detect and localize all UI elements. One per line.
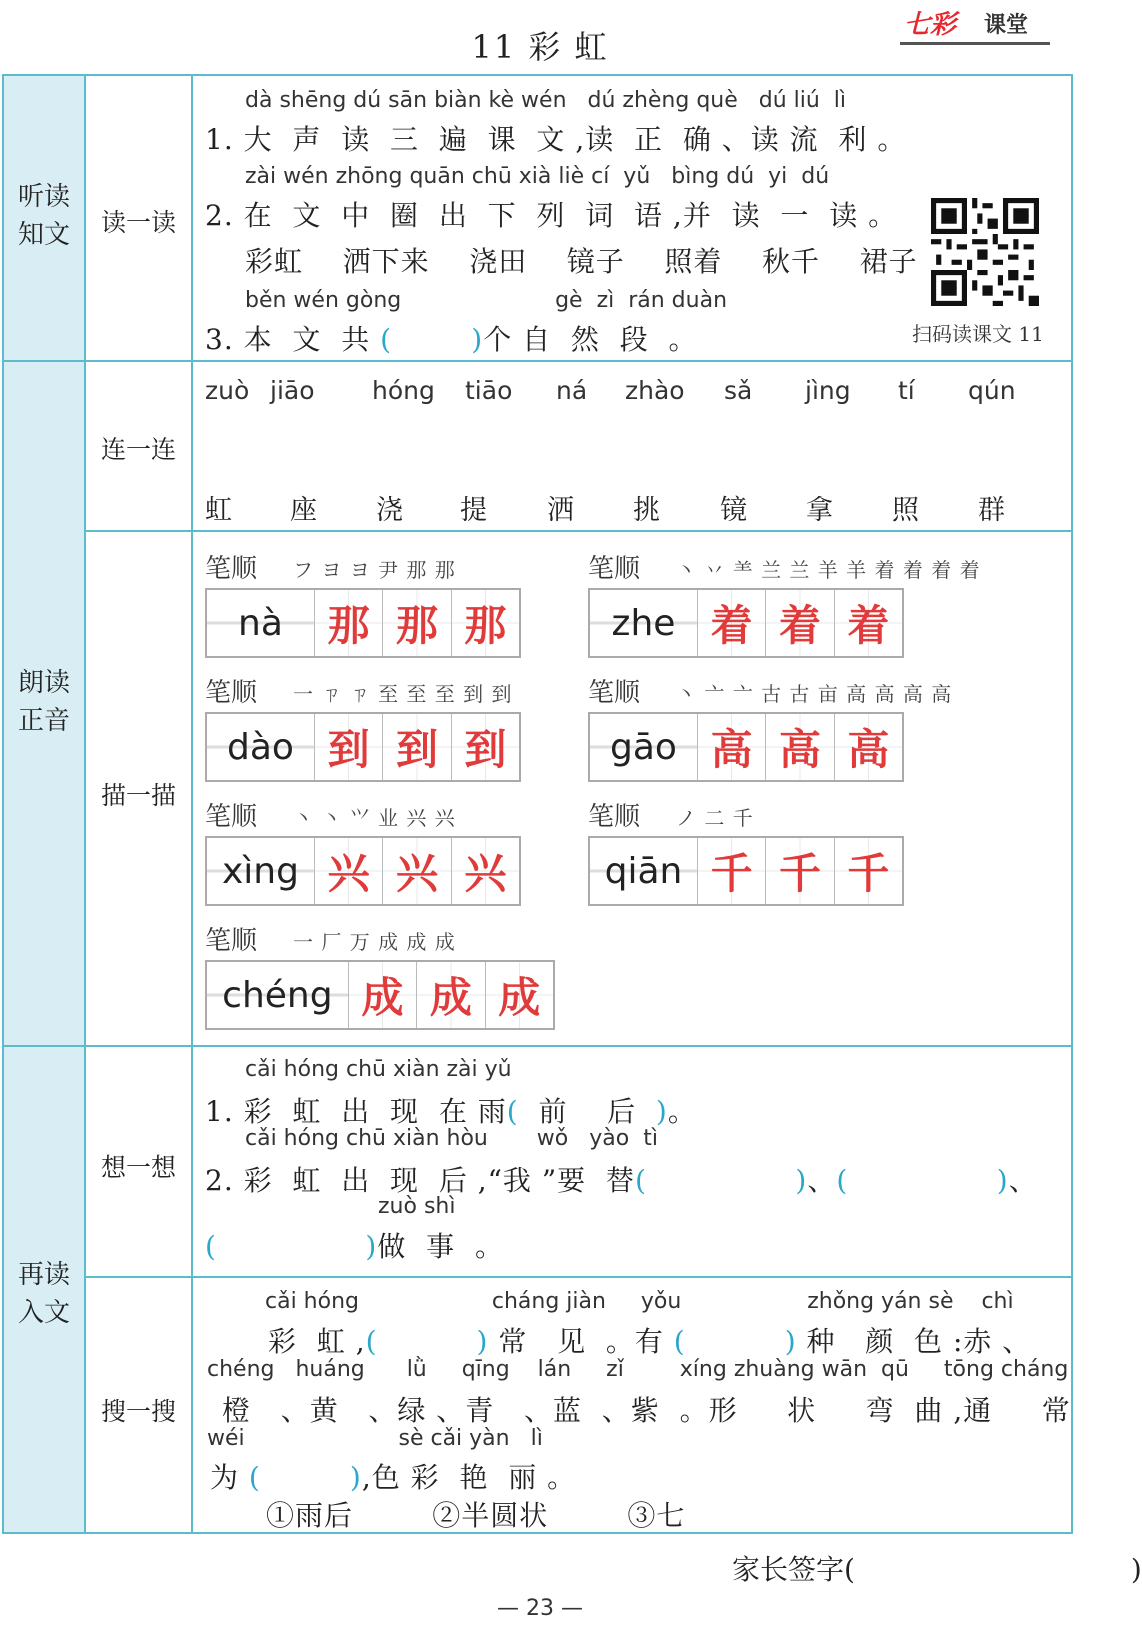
read-q3-text [205, 318, 698, 358]
think-q2-text [205, 1159, 1038, 1199]
search-l1-text-c: 种 颜 色 :赤 、 [796, 1325, 1032, 1358]
tracing-char-cell[interactable]: 那 [383, 590, 451, 656]
tracing-char-cell[interactable]: 着 [835, 590, 902, 656]
connect-char-item[interactable]: 浇 [376, 495, 404, 526]
tracing-char-cell[interactable]: 着 [698, 590, 766, 656]
search-l1-text-a: 彩 虹 , [268, 1325, 366, 1358]
search-l1-text [268, 1320, 1031, 1360]
read-q2-pinyin: zài wén zhōng quān chū xià liè cí yǔ bìng dú yi dú [245, 164, 830, 189]
connect-char-item[interactable]: 挑 [633, 495, 661, 526]
connect-pinyin-item[interactable]: zuò [205, 376, 250, 405]
section-label-read-aloud: 朗读 正音 [17, 668, 70, 736]
think-q1-text [205, 1090, 697, 1130]
stroke-order-label: 笔顺 [205, 926, 258, 956]
stroke-order-sequence: 丶 丷 ⺷ 兰 兰 羊 羊 着 着 着 着 [676, 558, 981, 582]
answer-blank[interactable]: ( ) [205, 1230, 378, 1263]
connect-pinyin-item[interactable]: hóng [372, 376, 435, 405]
tracing-char-cell[interactable]: 千 [698, 838, 766, 904]
stroke-order-sequence: 丶 亠 亠 古 古 亩 高 高 高 高 [676, 682, 953, 706]
connect-char-item[interactable]: 洒 [547, 495, 575, 526]
read-q3-text-a: 3. 本 文 共 [205, 323, 381, 356]
divider [2, 360, 1073, 362]
tracing-pinyin: chéng [207, 962, 349, 1028]
stroke-order-sequence: フ ヨ ヨ 尹 那 那 [293, 558, 456, 582]
think-q2-end: 、 [1008, 1164, 1038, 1197]
tracing-char-cell[interactable]: 兴 [452, 838, 519, 904]
activity-label-read: 读一读 [100, 208, 176, 237]
tracing-char-cell[interactable]: 千 [766, 838, 834, 904]
tracing-char-cell[interactable]: 成 [486, 962, 553, 1028]
search-l3-text-b: ,色 彩 艳 丽 。 [361, 1461, 577, 1494]
page-number: — 23 — [497, 1596, 583, 1621]
read-word-list: 彩虹 洒下来 浇田 镜子 照着 秋千 裙子 [245, 245, 918, 278]
answer-blank[interactable]: ( ) [634, 1164, 808, 1197]
answer-blank[interactable]: ( ) [836, 1164, 1009, 1197]
activity-label-think: 想一想 [100, 1153, 176, 1182]
stroke-order-sequence: ノ 二 千 [676, 806, 754, 830]
connect-pinyin-item[interactable]: jìng [805, 376, 851, 405]
connect-char-item[interactable]: 群 [978, 495, 1006, 526]
connect-char-item[interactable]: 拿 [806, 495, 834, 526]
read-q3-text-b: 个 自 然 段 。 [483, 323, 698, 356]
read-q1-pinyin: dà shēng dú sān biàn kè wén dú zhèng què dú liú lì [245, 88, 847, 113]
tracing-pinyin: qiān [590, 838, 698, 904]
activity-label-trace: 描一描 [100, 781, 176, 810]
think-q1-choices: 前 后 [518, 1095, 656, 1128]
tracing-box [205, 960, 555, 1030]
brand-logo-text: 课堂 [984, 12, 1029, 38]
search-l1-text-b: 常 见 。有 [488, 1325, 674, 1358]
answer-blank[interactable]: ( ) [365, 1325, 489, 1358]
activity-label-search: 搜一搜 [100, 1397, 176, 1426]
connect-pinyin-item[interactable]: ná [556, 376, 588, 405]
tracing-box [205, 836, 521, 906]
stroke-order-label: 笔顺 [205, 554, 258, 584]
think-q2-pinyin-2: zuò shì [378, 1194, 456, 1219]
tracing-char-cell[interactable]: 那 [452, 590, 519, 656]
tracing-char-cell[interactable]: 高 [766, 714, 834, 780]
section-label-reread: 再读 入文 [17, 1260, 70, 1328]
tracing-char-cell[interactable]: 那 [315, 590, 383, 656]
search-l2-text: 橙 、黄 、绿 、青 、蓝 、紫 。形 状 弯 曲 ,通 常 [222, 1394, 1071, 1427]
section-label-listen: 听读 知文 [17, 182, 70, 250]
think-q2-pinyin: cǎi hóng chū xiàn hòu wǒ yào tì [245, 1126, 658, 1151]
tracing-box [205, 588, 521, 658]
tracing-box [588, 712, 904, 782]
tracing-char-cell[interactable]: 到 [383, 714, 451, 780]
answer-blank[interactable]: ( [506, 1095, 519, 1128]
brand-logo-mark: 七彩 [904, 10, 957, 40]
tracing-char-cell[interactable]: 高 [835, 714, 902, 780]
tracing-pinyin: dào [207, 714, 315, 780]
search-l1-pinyin: cǎi hóng cháng jiàn yǒu zhǒng yán sè chì [265, 1289, 1014, 1314]
stroke-order-label: 笔顺 [205, 802, 258, 832]
connect-char-item[interactable]: 照 [892, 495, 920, 526]
think-q2-text-a: 2. 彩 虹 出 现 后 ,“我 ”要 替 [205, 1164, 635, 1197]
tracing-pinyin: xìng [207, 838, 315, 904]
connect-char-item[interactable]: 虹 [205, 495, 233, 526]
read-q1-text: 1. 大 声 读 三 遍 课 文 ,读 正 确 、读 流 利 。 [205, 123, 907, 156]
stroke-order-sequence: 一 厂 万 成 成 成 [293, 930, 456, 954]
stroke-order-label: 笔顺 [588, 802, 641, 832]
think-q2-text-2 [205, 1225, 504, 1265]
tracing-pinyin: nà [207, 590, 315, 656]
divider [2, 1045, 1073, 1047]
stroke-order-label: 笔顺 [205, 678, 258, 708]
think-q2-sep: 、 [807, 1164, 837, 1197]
search-l3-text [210, 1456, 576, 1496]
think-q2-text-b: 做 事 。 [377, 1230, 504, 1263]
tracing-char-cell[interactable]: 兴 [383, 838, 451, 904]
qr-caption: 扫码读课文 11 [912, 322, 1044, 346]
connect-char-item[interactable]: 座 [290, 495, 318, 526]
answer-blank[interactable]: ( ) [248, 1461, 362, 1494]
tracing-box [588, 588, 904, 658]
page-title: 11 彩 虹 [471, 28, 609, 66]
divider [191, 76, 193, 1532]
tracing-char-cell[interactable]: 到 [315, 714, 383, 780]
divider [84, 1276, 1073, 1278]
connect-pinyin-item[interactable]: tiāo [465, 376, 513, 405]
connect-pinyin-item[interactable]: qún [968, 376, 1016, 405]
divider [84, 530, 1073, 532]
connect-pinyin-item[interactable]: sǎ [724, 376, 753, 405]
parent-signature[interactable]: 家长签字( ) [732, 1553, 1142, 1586]
stroke-order-sequence: 丶 丶 ⺍ 业 兴 兴 [293, 806, 456, 830]
tracing-pinyin: gāo [590, 714, 698, 780]
brand-underline [900, 42, 1050, 45]
connect-pinyin-item[interactable]: zhào [625, 376, 685, 405]
read-q2-text: 2. 在 文 中 圈 出 下 列 词 语 ,并 读 一 读 。 [205, 199, 898, 232]
tracing-pinyin: zhe [590, 590, 698, 656]
stroke-order-label: 笔顺 [588, 554, 641, 584]
read-q3-pinyin: běn wén gòng gè zì rán duàn [245, 288, 728, 313]
stroke-order-sequence: 一 ㄗ ㄗ 至 至 至 到 到 [293, 682, 513, 706]
stroke-order-label: 笔顺 [588, 678, 641, 708]
tracing-char-cell[interactable]: 到 [452, 714, 519, 780]
search-l3-pinyin: wéi sè cǎi yàn lì [207, 1426, 543, 1451]
search-l2-pinyin: chéng huáng lǜ qīng lán zǐ xíng zhuàng wān qū tōng cháng [207, 1357, 1069, 1382]
think-q1-text-a: 1. 彩 虹 出 现 在 雨 [205, 1095, 507, 1128]
think-q1-pinyin: cǎi hóng chū xiàn zài yǔ [245, 1057, 512, 1082]
search-options: ①雨后 ②半圆状 ③七 [266, 1499, 686, 1532]
search-l3-text-a: 为 [210, 1461, 249, 1494]
connect-char-item[interactable]: 镜 [720, 495, 748, 526]
brand-logo [900, 4, 1050, 44]
activity-label-connect: 连一连 [100, 435, 176, 464]
tracing-char-cell[interactable]: 兴 [315, 838, 383, 904]
qr-code-icon[interactable] [930, 198, 1040, 306]
answer-blank[interactable]: ( ) [380, 323, 484, 356]
answer-blank[interactable]: ( ) [673, 1325, 797, 1358]
tracing-char-cell[interactable]: 千 [835, 838, 902, 904]
think-q1-end: 。 [667, 1095, 697, 1128]
tracing-char-cell[interactable]: 成 [349, 962, 417, 1028]
connect-pinyin-item[interactable]: jiāo [270, 376, 315, 405]
connect-char-item[interactable]: 提 [460, 495, 488, 526]
tracing-char-cell[interactable]: 高 [698, 714, 766, 780]
tracing-box [588, 836, 904, 906]
tracing-char-cell[interactable]: 着 [766, 590, 834, 656]
connect-pinyin-item[interactable]: tí [898, 376, 915, 405]
answer-blank-close: ) [655, 1095, 668, 1128]
tracing-char-cell[interactable]: 成 [417, 962, 485, 1028]
tracing-box [205, 712, 521, 782]
